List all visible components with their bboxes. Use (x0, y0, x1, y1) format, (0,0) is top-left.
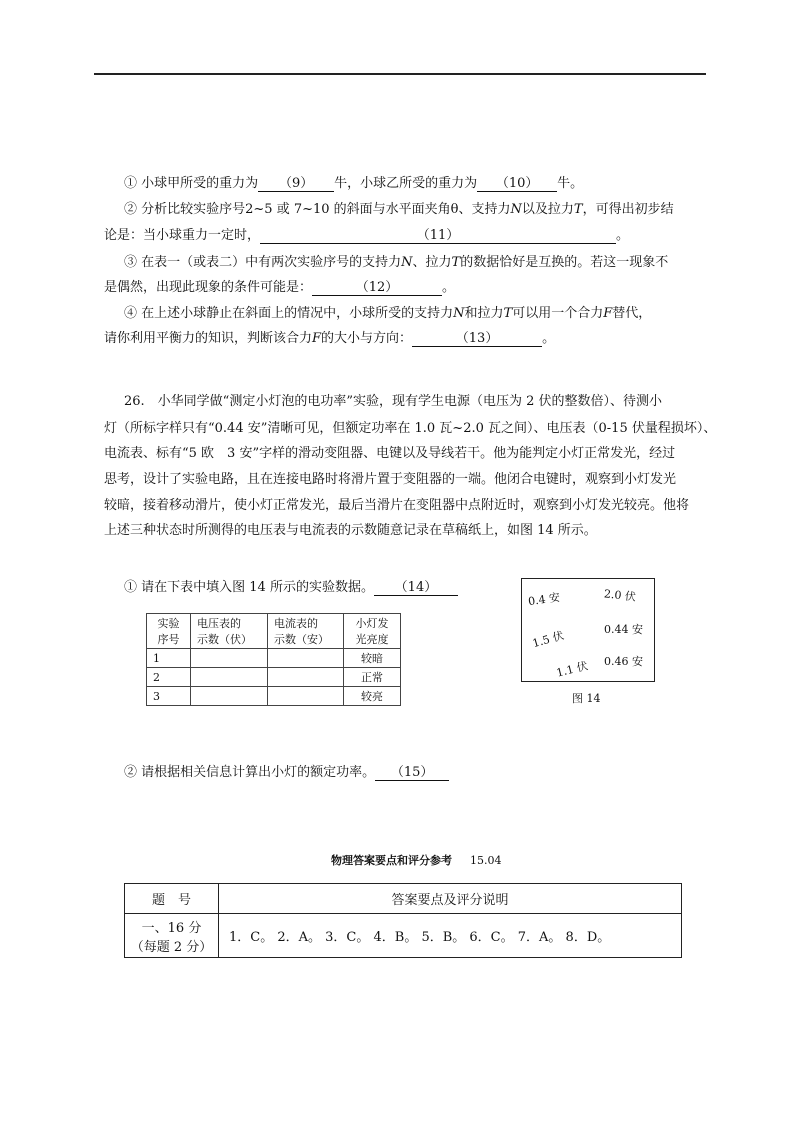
q25-item-3-mid: 、拉力 (412, 255, 452, 270)
cell-voltage (191, 687, 268, 706)
q26-sub-2-text: ② 请根据相关信息计算出小灯的额定功率。 (124, 765, 376, 780)
question-section-cell (125, 914, 219, 958)
cell-brightness: 较亮 (344, 687, 401, 706)
answer-key-date: 15.04 (470, 854, 502, 867)
q25-item-3-line2-text: 是偶然，出现此现象的条件可能是： (104, 280, 313, 295)
answer-blank-9: （9） (258, 177, 334, 192)
draft-paper-figure (521, 578, 655, 682)
answer-list: 1．C。 2．A。 3．C。 4．B。 5．B。 6．C。 7．A。 8．D。 (219, 914, 682, 958)
answer-blank-14: （14） (374, 581, 458, 596)
answer-blank-15: （15） (375, 766, 449, 781)
q26-line-4: 思考，设计了实验电路，且在连接电路时将滑片置于变阻器的一端。他闭合电键时，观察到小灯发光 (104, 472, 677, 487)
header-current: 电流表的 示数（安） (268, 614, 344, 649)
symbol-T: T (451, 255, 461, 270)
q26-line-6: 上述三种状态时所测得的电压表与电流表的示数随意记录在草稿纸上，如图 14 所示。 (104, 523, 597, 538)
q26-line-3: 电流表、标有“5 欧 3 安”字样的滑动变阻器、电键以及导线若干。他为能判定小灯正常发光，经过 (104, 446, 676, 461)
header-rule (94, 73, 706, 75)
q25-item-4-period: 。 (542, 331, 556, 346)
header-voltage: 电压表的 示数（伏） (191, 614, 268, 649)
q25-item-2-end: ，可得出初步结 (582, 202, 674, 217)
answer-blank-13: （13） (412, 332, 542, 347)
q26-line-2: 灯（所标字样只有“0.44 安”清晰可见，但额定功率在 1.0 瓦~2.0 瓦之间）、电压表（0-15 伏量程损坏）、 (104, 421, 717, 436)
draft-label: 1.1 伏 (555, 659, 590, 680)
answer-key-title (331, 852, 502, 868)
cell-brightness: 较暗 (344, 649, 401, 668)
q25-item-1-end: 牛。 (557, 176, 584, 191)
table-header-row (147, 614, 401, 649)
q25-item-2-mid: 以及拉力 (521, 202, 574, 217)
symbol-T: T (503, 306, 513, 321)
cell-voltage (191, 649, 268, 668)
cell-brightness: 正常 (344, 668, 401, 687)
answer-table-header (125, 884, 682, 914)
q26-sub-1-text: ① 请在下表中填入图 14 所示的实验数据。 (124, 580, 374, 595)
q25-item-1-text: ① 小球甲所受的重力为 (124, 176, 259, 191)
answer-key-heading: 物理答案要点和评分参考 (331, 854, 452, 867)
symbol-F: F (603, 306, 613, 321)
draft-label: 0.44 安 (604, 623, 643, 636)
cell-current (268, 687, 344, 706)
cell-voltage (191, 668, 268, 687)
symbol-N: N (401, 255, 413, 270)
draft-label: 2.0 伏 (603, 587, 637, 604)
q25-item-1 (124, 176, 583, 192)
symbol-N: N (510, 202, 522, 217)
q25-item-3-line-2 (104, 280, 455, 296)
q25-item-4-text: ④ 在上述小球静止在斜面上的情况中，小球所受的支持力 (124, 306, 454, 321)
q25-item-3-end: 的数据恰好是互换的。若这一现象不 (460, 255, 669, 270)
q25-item-3-text: ③ 在表一（或表二）中有两次实验序号的支持力 (124, 255, 402, 270)
answer-table (124, 883, 682, 958)
table-row (147, 668, 401, 687)
q25-item-4-post: 可以用一个合力 (512, 306, 604, 321)
symbol-N: N (453, 306, 465, 321)
header-brightness: 小灯发 光亮度 (344, 614, 401, 649)
q25-item-2-text: ② 分析比较实验序号2~5 或 7~10 的斜面与水平面夹角θ、支持力 (124, 202, 511, 217)
q25-item-4-end: 替代， (612, 306, 652, 321)
table-row (125, 914, 682, 958)
figure-caption: 图 14 (572, 692, 601, 705)
header-seq: 实验 序号 (147, 614, 191, 649)
section-per-question: （每题 2 分） (130, 939, 213, 955)
q25-item-4-line2-text: 请你利用平衡力的知识，判断该合力 (104, 331, 313, 346)
q25-item-3-line-1 (124, 255, 668, 271)
cell-current (268, 668, 344, 687)
cell-seq: 1 (147, 649, 191, 668)
draft-label: 0.4 安 (527, 590, 561, 609)
q26-sub-2 (124, 765, 449, 781)
symbol-T: T (573, 202, 583, 217)
q26-sub-1 (124, 580, 458, 596)
q25-item-2-line-2 (104, 228, 629, 244)
q25-item-2-line2-text: 论是：当小球重力一定时， (104, 228, 261, 243)
q26-line-5: 较暗，接着移动滑片，使小灯正常发光，最后当滑片在变阻器中点附近时，观察到小灯发光较亮。他将 (104, 498, 690, 513)
answer-blank-12: （12） (312, 281, 442, 296)
q26-line-1: 26. 小华同学做“测定小灯泡的电功率”实验，现有学生电源（电压为 2 伏的整数倍）、待测小 (124, 394, 663, 409)
q25-item-2-line-1 (124, 202, 674, 218)
cell-seq: 2 (147, 668, 191, 687)
experiment-table (146, 613, 401, 706)
q25-item-1-mid: 牛，小球乙所受的重力为 (334, 176, 478, 191)
cell-current (268, 649, 344, 668)
symbol-F: F (312, 331, 322, 346)
q25-item-4-line2-mid: 的大小与方向： (321, 331, 413, 346)
answer-blank-11: （11） (260, 229, 616, 244)
header-question-number: 题 号 (125, 884, 219, 914)
draft-label: 1.5 伏 (530, 628, 566, 651)
draft-label: 0.46 安 (604, 655, 643, 668)
table-row (147, 649, 401, 668)
cell-seq: 3 (147, 687, 191, 706)
q25-item-2-period: 。 (616, 228, 630, 243)
table-row (147, 687, 401, 706)
q25-item-4-line-1 (124, 306, 651, 322)
answer-blank-10: （10） (477, 177, 557, 192)
section-score: 一、16 分 (141, 920, 202, 936)
q25-item-4-line-2 (104, 331, 555, 347)
q25-item-4-mid: 和拉力 (464, 306, 504, 321)
header-answer-points: 答案要点及评分说明 (219, 884, 682, 914)
q25-item-3-period: 。 (442, 280, 456, 295)
